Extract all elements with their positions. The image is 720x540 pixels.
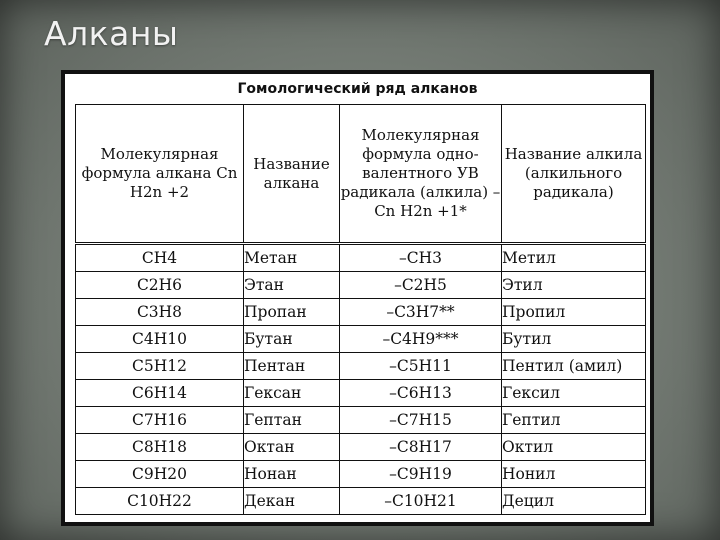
table-row xyxy=(76,326,646,353)
header-radical-formula: Молекулярная формула одно-валентного УВ радикала (алкила) –Cn H2n +1* xyxy=(340,105,502,244)
radical-formula-cell: –C5H11 xyxy=(340,353,502,380)
alkane-formula-cell: C6H14 xyxy=(76,380,244,407)
alkane-name-cell: Бутан xyxy=(244,326,340,353)
alkane-name-cell: Пентан xyxy=(244,353,340,380)
header-alkane-formula: Молекулярная формула алкана Cn H2n +2 xyxy=(76,105,244,244)
alkane-formula-cell: CH4 xyxy=(76,244,244,272)
alkane-name-cell: Пропан xyxy=(244,299,340,326)
alkyl-name-cell: Гептил xyxy=(502,407,646,434)
alkane-name-cell: Гексан xyxy=(244,380,340,407)
alkane-formula-cell: C4H10 xyxy=(76,326,244,353)
alkane-formula-cell: C7H16 xyxy=(76,407,244,434)
header-alkane-name: Название алкана xyxy=(244,105,340,244)
radical-formula-cell: –C7H15 xyxy=(340,407,502,434)
table-row xyxy=(76,488,646,515)
radical-formula-cell: –C3H7** xyxy=(340,299,502,326)
alkane-name-cell: Гептан xyxy=(244,407,340,434)
alkyl-name-cell: Пентил (амил) xyxy=(502,353,646,380)
table-image-frame xyxy=(61,70,654,526)
alkane-formula-cell: C9H20 xyxy=(76,461,244,488)
table-row xyxy=(76,244,646,272)
alkyl-name-cell: Метил xyxy=(502,244,646,272)
radical-formula-cell: –C10H21 xyxy=(340,488,502,515)
radical-formula-cell: –C4H9*** xyxy=(340,326,502,353)
header-alkyl-name: Название алкила (алкильного радикала) xyxy=(502,105,646,244)
radical-formula-cell: –C2H5 xyxy=(340,272,502,299)
alkane-name-cell: Октан xyxy=(244,434,340,461)
alkane-formula-cell: C3H8 xyxy=(76,299,244,326)
table-row xyxy=(76,299,646,326)
table-row xyxy=(76,434,646,461)
table-paper xyxy=(65,74,650,522)
table-row xyxy=(76,353,646,380)
table-row xyxy=(76,407,646,434)
table-row xyxy=(76,380,646,407)
alkane-name-cell: Декан xyxy=(244,488,340,515)
alkyl-name-cell: Бутил xyxy=(502,326,646,353)
alkyl-name-cell: Пропил xyxy=(502,299,646,326)
alkanes-table xyxy=(75,104,646,515)
alkane-formula-cell: C2H6 xyxy=(76,272,244,299)
alkane-formula-cell: C10H22 xyxy=(76,488,244,515)
alkyl-name-cell: Нонил xyxy=(502,461,646,488)
table-caption: Гомологический ряд алканов xyxy=(237,81,478,97)
alkane-name-cell: Метан xyxy=(244,244,340,272)
radical-formula-cell: –C9H19 xyxy=(340,461,502,488)
radical-formula-cell: –C6H13 xyxy=(340,380,502,407)
alkane-formula-cell: C5H12 xyxy=(76,353,244,380)
table-row xyxy=(76,272,646,299)
alkyl-name-cell: Гексил xyxy=(502,380,646,407)
radical-formula-cell: –C8H17 xyxy=(340,434,502,461)
alkane-formula-cell: C8H18 xyxy=(76,434,244,461)
alkyl-name-cell: Октил xyxy=(502,434,646,461)
alkyl-name-cell: Децил xyxy=(502,488,646,515)
slide-title: Алканы xyxy=(44,14,179,53)
alkyl-name-cell: Этил xyxy=(502,272,646,299)
table-row xyxy=(76,461,646,488)
alkane-name-cell: Нонан xyxy=(244,461,340,488)
table-header-row xyxy=(76,105,646,244)
radical-formula-cell: –CH3 xyxy=(340,244,502,272)
alkane-name-cell: Этан xyxy=(244,272,340,299)
